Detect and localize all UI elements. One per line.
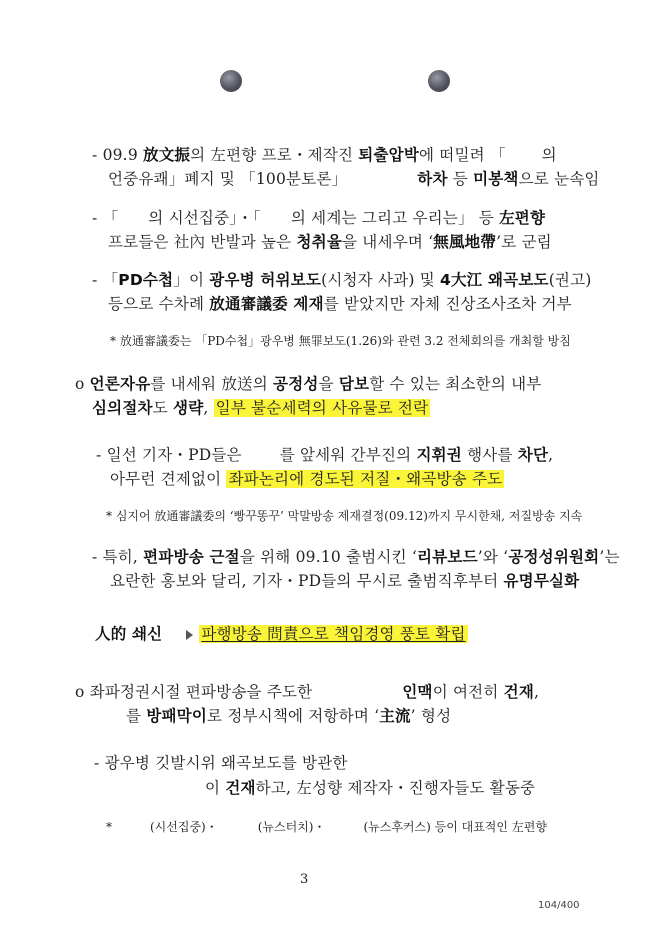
text-line-8 xyxy=(75,374,541,394)
section-heading xyxy=(95,624,468,644)
text: 의 xyxy=(541,146,557,164)
bold-text: 하차 xyxy=(417,170,448,188)
text: ’ 형성 xyxy=(410,707,452,725)
text: 아무런 견제없이 xyxy=(110,470,227,488)
text-line-3 xyxy=(92,208,545,228)
text-line-4 xyxy=(108,232,552,252)
text: 도 xyxy=(152,399,174,417)
text: ’는 xyxy=(599,548,620,566)
text: o xyxy=(75,375,90,393)
bold-text: 無風地帶 xyxy=(433,233,497,251)
text: o 좌파정권시절 편파방송을 주도한 xyxy=(75,683,313,701)
bold-text: 리뷰보드 xyxy=(417,548,478,566)
bold-text: 차단 xyxy=(517,446,549,464)
bold-text: 지휘권 xyxy=(416,446,462,464)
footnote-line-2 xyxy=(106,506,582,526)
text: 이 xyxy=(205,779,226,797)
text: - 「 xyxy=(92,271,119,289)
bold-text: 유명무실화 xyxy=(503,572,580,590)
text-line-14 xyxy=(110,571,579,591)
text: 의 세계는 그리고 우리는」 등 xyxy=(290,209,500,227)
text: ’로 군림 xyxy=(496,233,552,251)
bold-text: 광우병 허위보도 xyxy=(209,271,322,289)
text: ’와 ‘ xyxy=(477,548,509,566)
page-counter-stamp: 104/400 xyxy=(538,900,580,911)
page-number: 3 xyxy=(300,872,309,887)
text: 하고, 左성향 제작자・진행자들도 활동중 xyxy=(255,779,536,797)
text-line-5 xyxy=(92,270,592,290)
arrow-icon xyxy=(186,630,193,640)
text-line-18 xyxy=(94,753,348,773)
highlighted-text: 일부 불순세력의 사유물로 전락 xyxy=(215,399,429,417)
text: 등으로 수차례 xyxy=(108,295,210,313)
text: , xyxy=(548,446,554,464)
highlighted-text: 좌파논리에 경도된 저질・왜곡방송 주도 xyxy=(228,470,503,488)
bold-text: 4大江 왜곡보도 xyxy=(440,271,549,289)
bold-text: 생략 xyxy=(173,399,204,417)
text: 를 앞세워 간부진의 xyxy=(279,446,417,464)
text: 을 위해 09.10 출범시킨 ‘ xyxy=(239,548,418,566)
text: * 放通審議委는 「PD수첩」광우병 無罪보도(1.26)와 관련 3.2 전체회의를 개최할 방침 xyxy=(110,334,571,348)
text: 프로들은 社內 반발과 높은 xyxy=(108,233,297,251)
bold-text: 심의절차 xyxy=(92,399,153,417)
text-line-19 xyxy=(205,778,535,798)
text: - 특히, xyxy=(92,548,144,566)
text: 를 xyxy=(126,707,147,725)
text: * xyxy=(106,820,112,834)
bold-text: 방패막이 xyxy=(146,707,208,725)
text: - 광우병 깃발시위 왜곡보도를 방관한 xyxy=(94,754,348,772)
footnote-line-1 xyxy=(110,331,571,351)
bold-text: 放文振 xyxy=(143,146,191,164)
text: 의 시선집중」・「 xyxy=(148,209,261,227)
text: 로 정부시책에 저항하며 ‘ xyxy=(207,707,380,725)
text: 」이 xyxy=(173,271,210,289)
text: 에 떠밀려 「 xyxy=(419,146,506,164)
text: 를 내세워 放送의 xyxy=(150,375,274,393)
text: (뉴스터치)・ xyxy=(257,820,326,834)
text: - 09.9 xyxy=(92,146,144,164)
text: 을 내세우며 ‘ xyxy=(342,233,434,251)
bold-text: 담보 xyxy=(338,375,370,393)
text: - 「 xyxy=(92,209,119,227)
bold-text: 放通審議委 제재 xyxy=(209,295,324,313)
text: 요란한 홍보와 달리, 기자・PD들의 무시로 출범직후부터 xyxy=(110,572,504,590)
bold-text: 인맥 xyxy=(402,683,433,701)
bold-text: 언론자유 xyxy=(89,375,151,393)
text: (시선집중)・ xyxy=(150,820,218,834)
text: (뉴스후커스) 등이 대표적인 左편향 xyxy=(363,820,547,834)
bold-text: 건재 xyxy=(225,779,256,797)
text: 이 여전히 xyxy=(432,683,504,701)
text-line-9 xyxy=(92,398,430,418)
text: (시청자 사과) 및 xyxy=(321,271,440,289)
bold-text: 미봉책 xyxy=(473,170,519,188)
bold-text: 공정성위원회 xyxy=(508,548,600,566)
bold-text: 主流 xyxy=(379,707,411,725)
text-line-17 xyxy=(126,706,451,726)
bold-text: 공정성 xyxy=(273,375,319,393)
bold-text: 건재 xyxy=(503,683,535,701)
text-line-1 xyxy=(92,145,557,165)
punch-hole-left xyxy=(220,70,242,92)
text: , xyxy=(534,683,540,701)
text-line-10 xyxy=(96,445,553,465)
bold-text: 퇴출압박 xyxy=(358,146,419,164)
text-line-16 xyxy=(75,682,539,702)
text-line-6 xyxy=(108,294,572,314)
text: 을 xyxy=(318,375,339,393)
text: 할 수 있는 최소한의 내부 xyxy=(369,375,542,393)
bold-text: PD수첩 xyxy=(118,271,174,289)
highlighted-text: 파행방송 問責으로 책임경영 풍토 확립 xyxy=(201,625,466,643)
text: 의 左편향 프로・제작진 xyxy=(190,146,359,164)
footnote-line-3 xyxy=(106,817,547,837)
text: , xyxy=(203,399,214,417)
text-line-11 xyxy=(110,469,504,489)
text: 등 xyxy=(447,170,474,188)
text: 언중유쾌」폐지 및 「100분토론」 xyxy=(108,170,348,188)
bold-text: 편파방송 근절 xyxy=(143,548,240,566)
text: (권고) xyxy=(548,271,592,289)
bold-text: 청취율 xyxy=(296,233,342,251)
text: - 일선 기자・PD들은 xyxy=(96,446,242,464)
text: 행사를 xyxy=(461,446,518,464)
text: * 심지어 放通審議委의 ‘빵꾸똥꾸’ 막말방송 제재결정(09.12)까지 무시한채, 저질방송 지속 xyxy=(106,509,583,523)
text: 를 받았지만 자체 진상조사조차 거부 xyxy=(323,295,572,313)
text-line-13 xyxy=(92,547,620,567)
bold-text: 左편향 xyxy=(499,209,546,227)
text: 으로 눈속임 xyxy=(518,170,600,188)
section-title: 人的 쇄신 xyxy=(95,625,163,643)
text-line-2 xyxy=(108,169,600,189)
punch-hole-right xyxy=(428,70,450,92)
